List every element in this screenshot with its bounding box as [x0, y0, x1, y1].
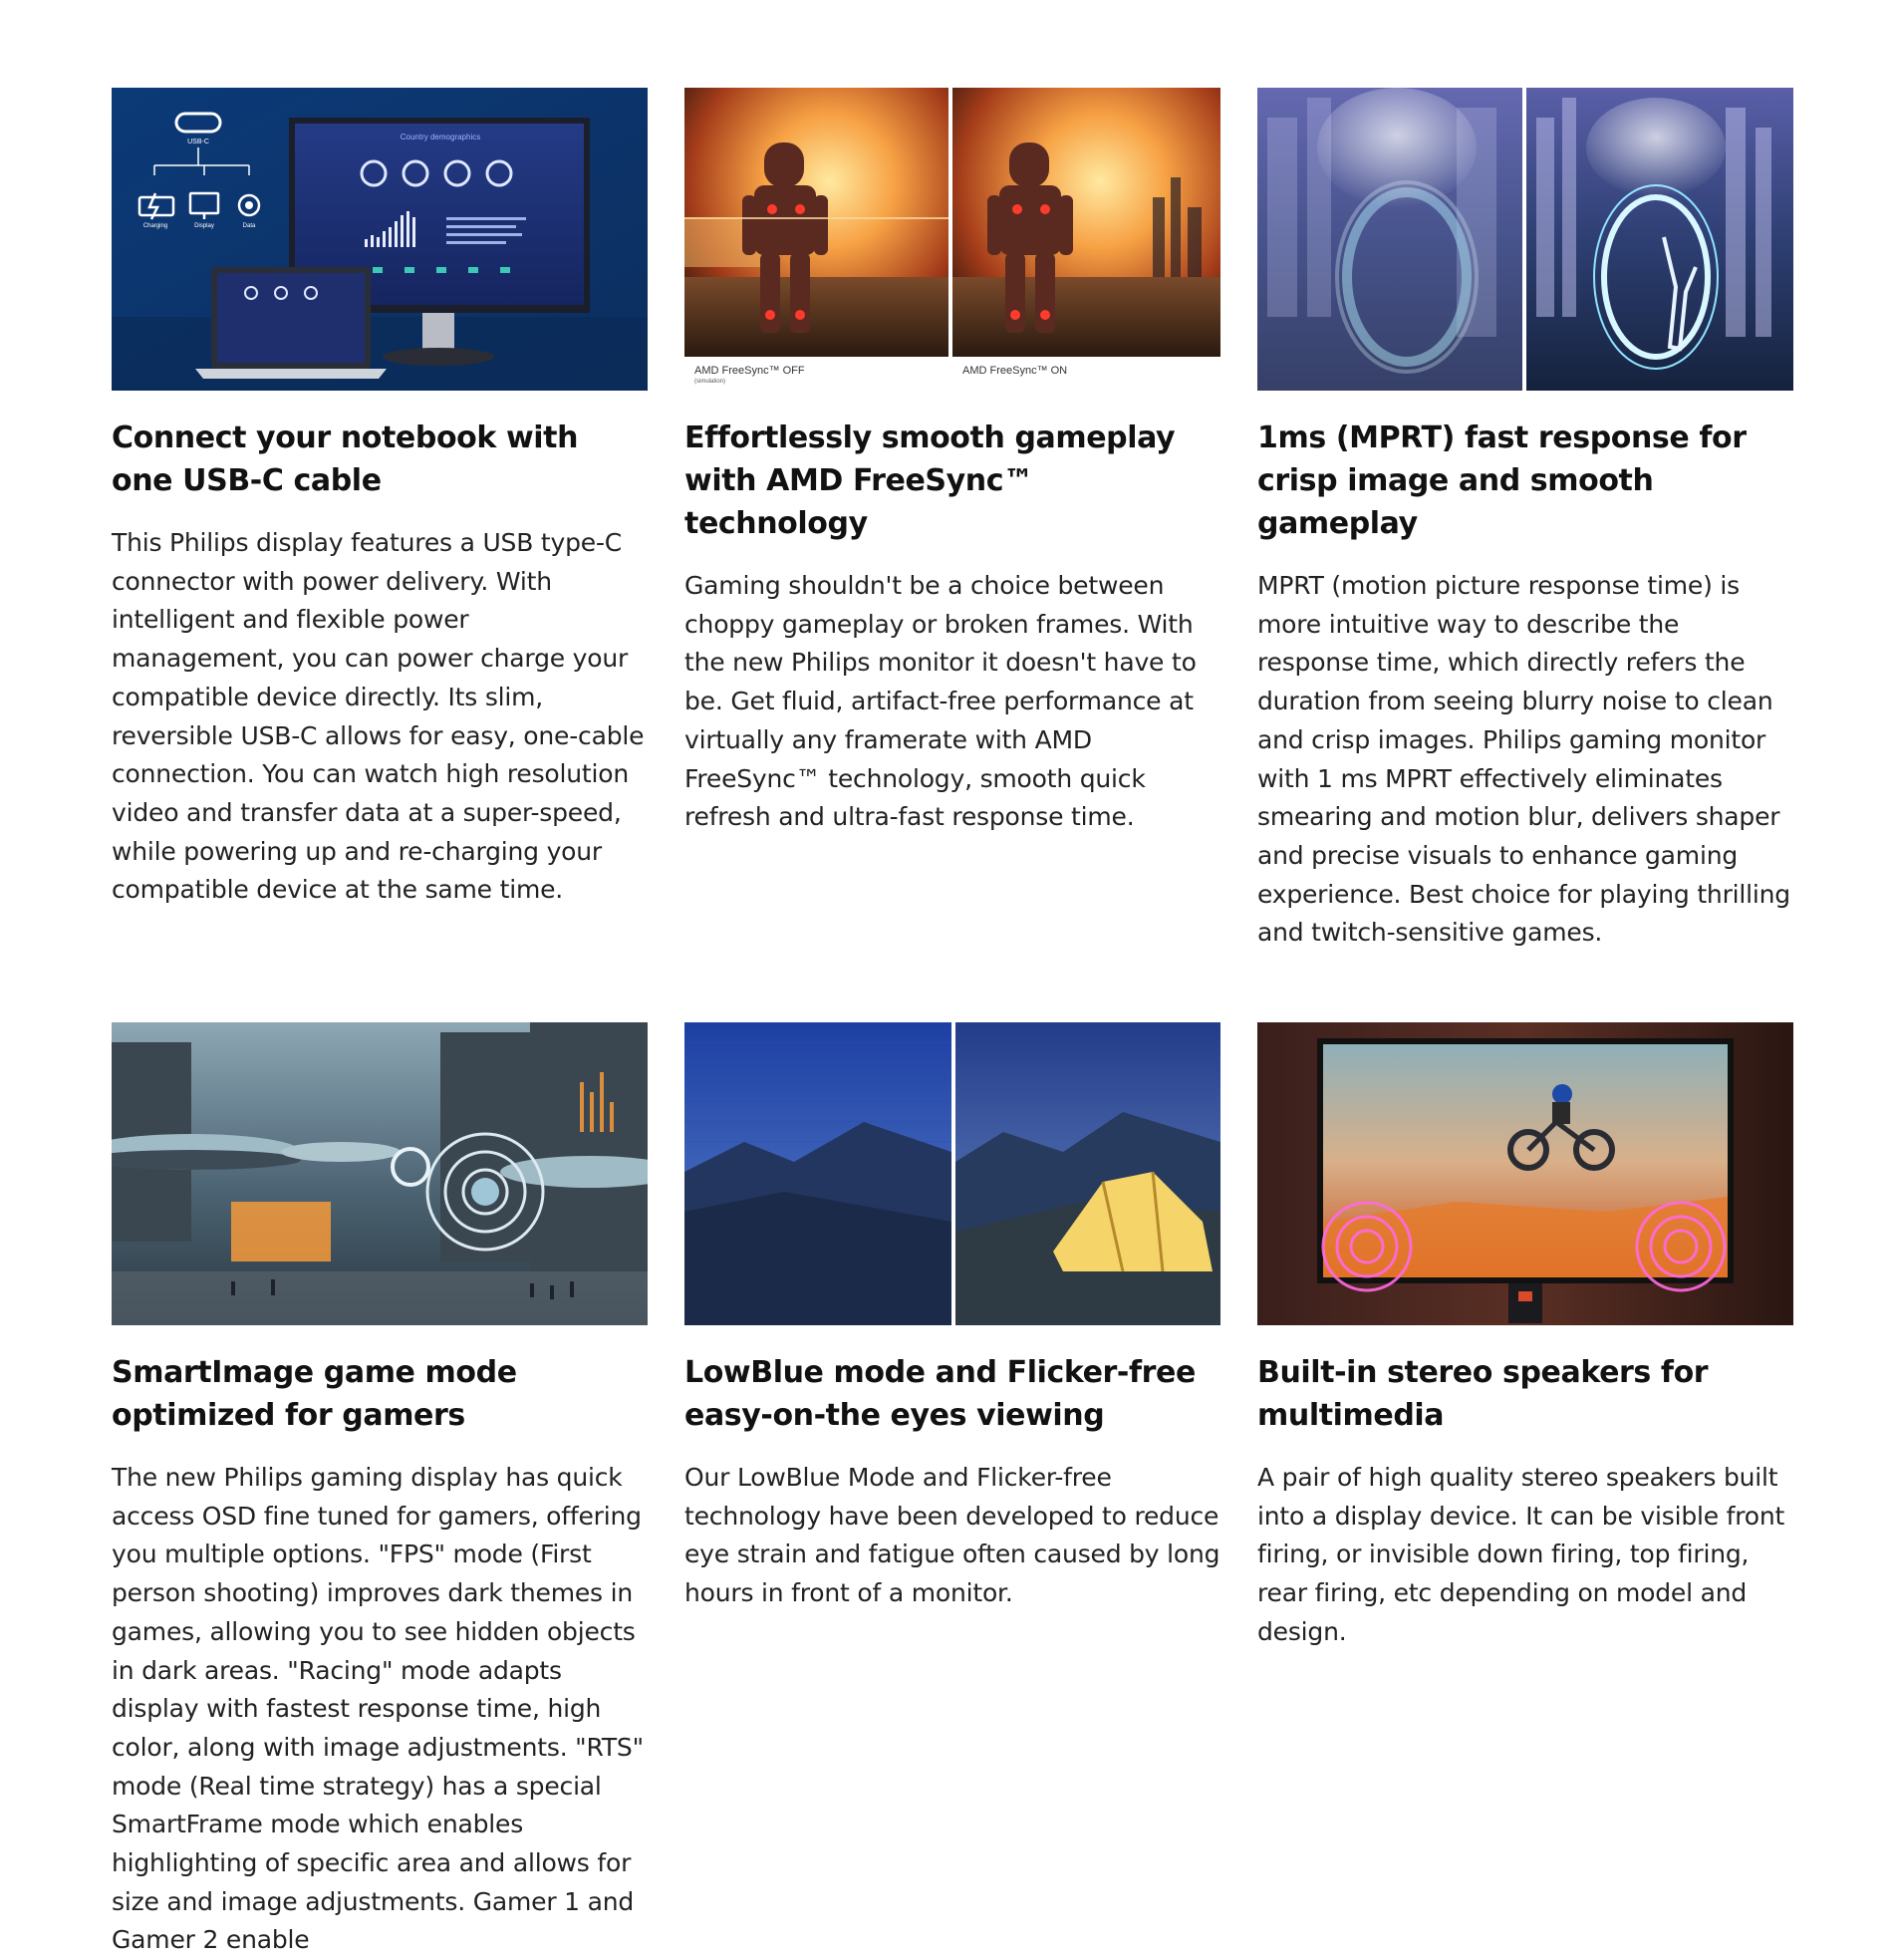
monitor-screen-title: Country demographics [400, 133, 481, 141]
feature-description: A pair of high quality stereo speakers built into a display device. It can be visible front firing, or invisible down firing, top firing, rear firing, etc depending on model and design. [1257, 1463, 1785, 1646]
feature-card-mprt [1257, 88, 1793, 953]
feature-description: The new Philips gaming display has quick access OSD fine tuned for gamers, offering you multiple options. "FPS" mode (First person shooting) improves dark themes in games, allowing you to see hidden objects in dark areas. "Racing" mode adapts display with fastest response time, high color, along with image adjustments. "RTS" mode (Real time strategy) has a special SmartFrame mode which enables highlighting of specific area and allows for size and image adjustments. Gamer 1 and Gamer 2 enable [112, 1463, 644, 1955]
freesync-comparison-image [684, 88, 1220, 391]
speakers-illustration [1257, 1022, 1793, 1325]
feature-title: LowBlue mode and Flicker-free easy-on-the eyes viewing [684, 1355, 1196, 1434]
lowblue-comparison-image [684, 1022, 1220, 1325]
freesync-off-subcaption: (simulation) [694, 379, 726, 385]
feature-title: 1ms (MPRT) fast response for crisp image and smooth gameplay [1257, 420, 1747, 541]
charging-icon-label: Charging [142, 223, 168, 229]
mprt-comparison-image [1257, 88, 1793, 391]
usb-c-illustration [112, 88, 648, 391]
feature-card-freesync [684, 88, 1220, 953]
feature-card-smartimage [112, 1022, 648, 1960]
feature-title: Effortlessly smooth gameplay with AMD FreeSync™ technology [684, 420, 1176, 541]
feature-card-speakers [1257, 1022, 1793, 1960]
feature-card-usb-c [112, 88, 648, 953]
feature-title: Built-in stereo speakers for multimedia [1257, 1355, 1709, 1434]
freesync-off-caption: AMD FreeSync™ OFF [694, 365, 805, 377]
display-icon-label: Display [194, 223, 214, 229]
feature-grid [112, 88, 1793, 1960]
feature-title: Connect your notebook with one USB-C cable [112, 420, 579, 498]
data-icon-label: Data [242, 223, 256, 229]
feature-description: Our LowBlue Mode and Flicker-free technology have been developed to reduce eye strain and fatigue often caused by long hours in front of a monitor. [684, 1463, 1220, 1608]
usb-c-image-label: USB-C [187, 139, 209, 145]
feature-description: This Philips display features a USB type-C connector with power delivery. With intelligent and flexible power management, you can power charge your compatible device directly. Its slim, reversible USB-C allows for easy, one-cable connection. You can watch high resolution video and transfer data at a super-speed, while powering up and re-charging your compatible device at the same time. [112, 528, 645, 905]
feature-title: SmartImage game mode optimized for gamers [112, 1355, 517, 1434]
feature-description: MPRT (motion picture response time) is more intuitive way to describe the response time, which directly refers the duration from seeing blurry noise to clean and crisp images. Philips gaming monitor with 1 ms MPRT effectively eliminates smearing and motion blur, delivers shaper and precise visuals to enhance gaming experience. Best choice for playing thrilling and twitch-sensitive games. [1257, 571, 1790, 948]
feature-card-lowblue [684, 1022, 1220, 1960]
smartimage-game-scene-image [112, 1022, 648, 1325]
freesync-on-caption: AMD FreeSync™ ON [962, 365, 1068, 377]
feature-description: Gaming shouldn't be a choice between choppy gameplay or broken frames. With the new Philips monitor it doesn't have to be. Get fluid, artifact-free performance at virtually any framerate with AMD FreeSync™ technology, smooth quick refresh and ultra-fast response time. [684, 571, 1197, 832]
